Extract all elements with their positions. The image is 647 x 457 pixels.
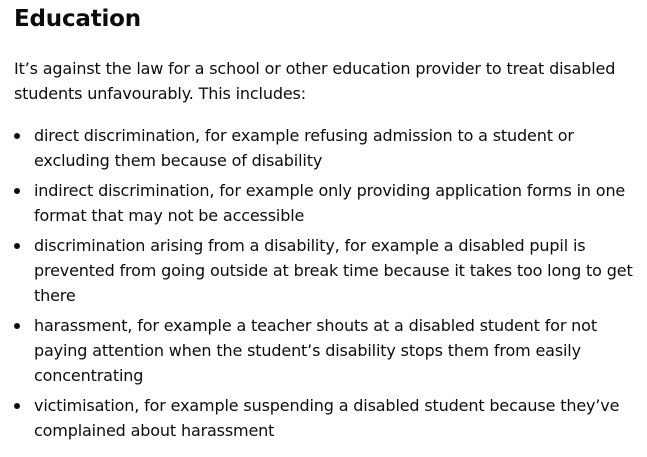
list-item [14,393,644,443]
bullet-icon [14,323,20,329]
bullet-icon [14,403,20,409]
list-item-text: discrimination arising from a disability, for example a disabled pupil is prevented from going outside at break time because it takes too long to get there [34,236,633,305]
bullet-icon [14,243,20,249]
list-item-text: indirect discrimination, for example only providing application forms in one format that may not be accessible [34,181,626,225]
list-item [14,313,644,388]
bullet-icon [14,188,20,194]
bullet-icon [14,133,20,139]
list-item-text: direct discrimination, for example refusing admission to a student or excluding them because of disability [34,126,574,170]
discrimination-list [14,123,647,443]
list-item-text: victimisation, for example suspending a disabled student because they’ve complained about harassment [34,396,620,440]
intro-paragraph: It’s against the law for a school or other education provider to treat disabled students unfavourably. This includes: [14,59,616,103]
list-item [14,123,644,173]
list-item-text: harassment, for example a teacher shouts at a disabled student for not paying attention when the student’s disability stops them from easily concentrating [34,316,597,385]
list-item [14,178,644,228]
list-item [14,233,644,308]
section-heading: Education [14,6,141,32]
